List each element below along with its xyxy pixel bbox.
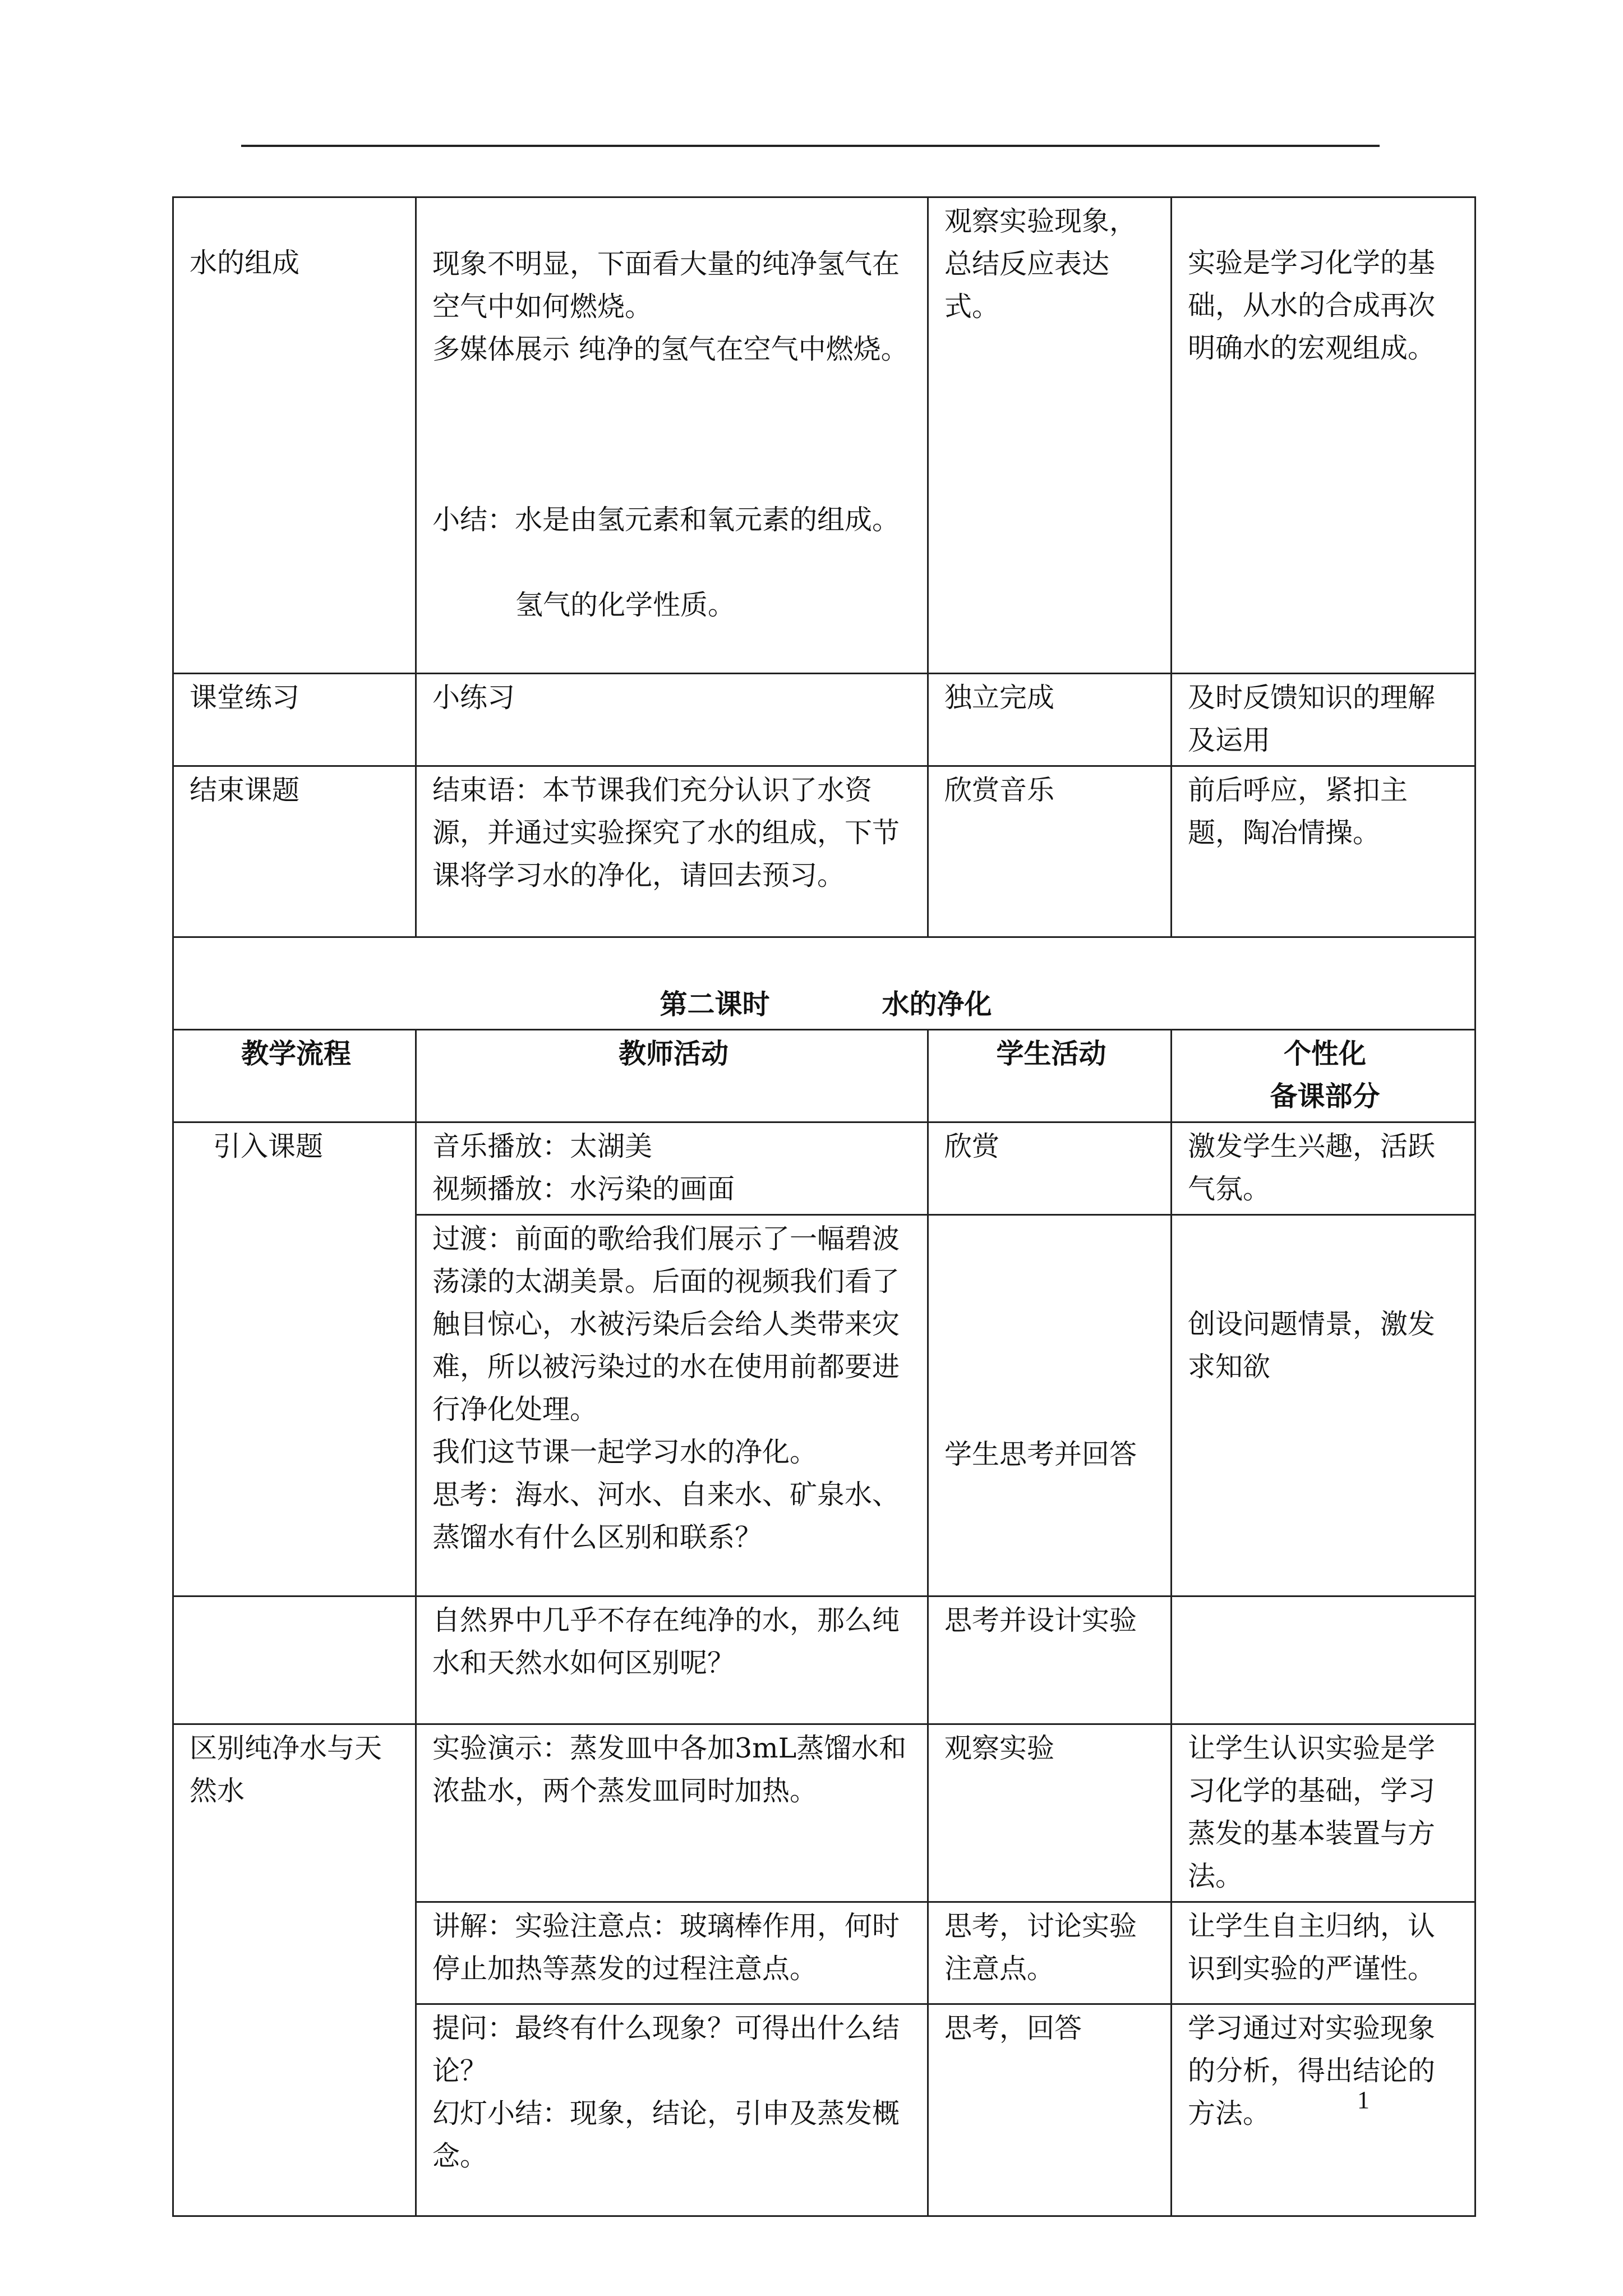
- table-row: [173, 197, 1476, 674]
- student-cell: 观察实验: [928, 1724, 1172, 1902]
- teacher-cell: 过渡：前面的歌给我们展示了一幅碧波荡漾的太湖美景。后面的视频我们看了触目惊心，水被污染后会给人类带来灾难，所以被污染过的水在使用前都要进行净化处理。 我们这节课一起学习水的净化。 思考：海水、河水、自来水、矿泉水、蒸馏水有什么区别和联系？: [416, 1215, 928, 1596]
- student-cell: 独立完成: [928, 674, 1172, 766]
- table-row: [173, 1724, 1476, 1902]
- student-cell: 思考并设计实验: [928, 1596, 1172, 1724]
- spacer: [432, 413, 915, 456]
- student-cell: 思考，讨论实验注意点。: [928, 1902, 1172, 2004]
- teacher-cell: 实验演示：蒸发皿中各加3mL蒸馏水和浓盐水，两个蒸发皿同时加热。: [416, 1724, 928, 1902]
- section-title-left: 第二课时: [660, 988, 770, 1020]
- table-row: [173, 766, 1476, 937]
- table-row: [173, 1596, 1476, 1724]
- teacher-cell: 自然界中几乎不存在纯净的水，那么纯水和天然水如何区别呢？: [416, 1596, 928, 1724]
- column-header-flow: 教学流程: [173, 1030, 416, 1122]
- column-header-student: 学生活动: [928, 1030, 1172, 1122]
- column-header-teacher: 教师活动: [416, 1030, 928, 1122]
- teacher-cell: 提问：最终有什么现象？可得出什么结论？ 幻灯小结：现象，结论，引申及蒸发概念。: [416, 2004, 928, 2216]
- stage-cell: 水的组成: [173, 197, 416, 674]
- table-row: [173, 937, 1476, 1030]
- personal-cell: 及时反馈知识的理解及运用: [1172, 674, 1476, 766]
- teacher-cell: 小练习: [416, 674, 928, 766]
- student-cell: 观察实验现象，总结反应表达式。: [928, 197, 1172, 674]
- lesson-plan-table: [172, 196, 1476, 2217]
- teacher-text: 现象不明显，下面看大量的纯净氢气在空气中如何燃烧。: [432, 248, 900, 323]
- personal-cell: 前后呼应，紧扣主题，陶冶情操。: [1172, 766, 1476, 937]
- teacher-cell: 结束语：本节课我们充分认识了水资源，并通过实验探究了水的组成，下节课将学习水的净化，请回去预习。: [416, 766, 928, 937]
- stage-cell: 结束课题: [173, 766, 416, 937]
- personal-cell: 激发学生兴趣，活跃气氛。: [1172, 1122, 1476, 1215]
- personal-cell: [1172, 1596, 1476, 1724]
- personal-cell: 实验是学习化学的基础，从水的合成再次明确水的宏观组成。: [1172, 197, 1476, 674]
- header-rule: [241, 145, 1380, 147]
- teacher-text: 小结：水是由氢元素和氧元素的组成。: [432, 504, 900, 536]
- personal-cell: 让学生自主归纳，认识到实验的严谨性。: [1172, 1902, 1476, 2004]
- stage-cell: 课堂练习: [173, 674, 416, 766]
- page-number: 1: [1357, 2086, 1370, 2114]
- personal-cell: 创设问题情景，激发求知欲: [1172, 1215, 1476, 1596]
- student-cell: 欣赏音乐: [928, 766, 1172, 937]
- table-row: [173, 674, 1476, 766]
- student-cell: 思考，回答: [928, 2004, 1172, 2216]
- student-cell: 学生思考并回答: [928, 1215, 1172, 1596]
- stage-cell: 区别纯净水与天然水: [173, 1724, 416, 2216]
- stage-cell: [173, 1596, 416, 1724]
- teacher-cell: [416, 197, 928, 674]
- section-title-right: 水的净化: [882, 988, 992, 1020]
- student-cell: 欣赏: [928, 1122, 1172, 1215]
- personal-cell: 学习通过对实验现象的分析，得出结论的方法。: [1172, 2004, 1476, 2216]
- teacher-cell: 音乐播放：太湖美 视频播放：水污染的画面: [416, 1122, 928, 1215]
- column-header-personal: 个性化 备课部分: [1172, 1030, 1476, 1122]
- table-header-row: [173, 1030, 1476, 1122]
- stage-cell: 引入课题: [173, 1122, 416, 1596]
- table-row: [173, 1122, 1476, 1215]
- teacher-text: 多媒体展示 纯净的氢气在空气中燃烧。: [432, 333, 909, 365]
- section-title: [173, 937, 1476, 1030]
- personal-cell: 让学生认识实验是学习化学的基础，学习蒸发的基本装置与方法。: [1172, 1724, 1476, 1902]
- teacher-cell: 讲解：实验注意点：玻璃棒作用，何时停止加热等蒸发的过程注意点。: [416, 1902, 928, 2004]
- teacher-text: 氢气的化学性质。: [515, 589, 736, 621]
